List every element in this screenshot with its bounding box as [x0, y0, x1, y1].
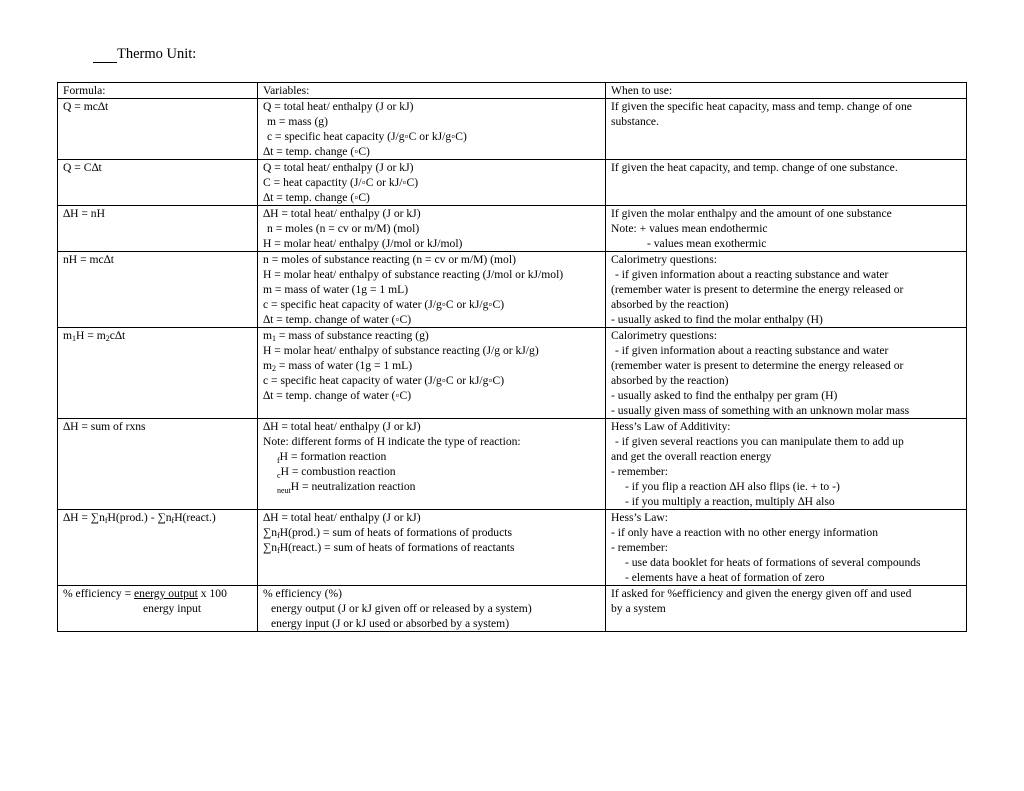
formula-cell: Q = mc∆t — [58, 99, 258, 160]
table-row — [58, 510, 967, 586]
formula-cell: Q = C∆t — [58, 160, 258, 206]
when-cell: Calorimetry questions: - if given information about a reacting substance and water (remember water is present to determine the energy released or absorbed by the reaction) - usually asked to find the enthalpy per gram (H) - usually given mass of something with an unknown molar mass — [606, 328, 967, 419]
variables-cell: ∆H = total heat/ enthalpy (J or kJ) Note: different forms of H indicate the type of reaction: $_f$H = formation reaction $_c$H = combustion reaction $_{neut}$H = neutralization reaction — [258, 419, 606, 510]
when-cell: Hess’s Law of Additivity: - if given several reactions you can manipulate them to add up and get the overall reaction energy - remember: - if you flip a reaction ∆H also flips (ie. + to -) - if you multiply a reaction, multiply ∆H also — [606, 419, 967, 510]
table-row — [58, 160, 967, 206]
title-underline — [93, 62, 117, 63]
table-row — [58, 252, 967, 328]
when-cell: Hess’s Law: - if only have a reaction with no other energy information - remember: - use data booklet for heats of formations of several compounds - elements have a heat of formation of zero — [606, 510, 967, 586]
when-cell: If asked for %efficiency and given the energy given off and used by a system — [606, 586, 967, 632]
variables-cell: $m_1$ = mass of substance reacting (g) H = molar heat/ enthalpy of substance reacting (J/g or kJ/g) $m_2$ = mass of water (1g = 1 mL) c = specific heat capacity of water (J/g◦C or kJ/g◦C) ∆t = temp. change of water (◦C) — [258, 328, 606, 419]
thermo-formula-table — [57, 82, 967, 632]
variables-cell: Q = total heat/ enthalpy (J or kJ) C = heat capactity (J/◦C or kJ/◦C) ∆t = temp. change (◦C) — [258, 160, 606, 206]
table-row — [58, 419, 967, 510]
variables-cell: n = moles of substance reacting (n = cv or m/M) (mol) H = molar heat/ enthalpy of substance reacting (J/mol or kJ/mol) m = mass of water (1g = 1 mL) c = specific heat capacity of water (J/g◦C or kJ/g◦C) ∆t = temp. change of water (◦C) — [258, 252, 606, 328]
variables-cell: Q = total heat/ enthalpy (J or kJ) m = mass (g) c = specific heat capacity (J/g◦C or kJ/g◦C) ∆t = temp. change (◦C) — [258, 99, 606, 160]
when-cell: Calorimetry questions: - if given information about a reacting substance and water (remember water is present to determine the energy released or absorbed by the reaction) - usually asked to find the molar enthalpy (H) — [606, 252, 967, 328]
table-header-row — [58, 83, 967, 99]
when-cell: If given the heat capacity, and temp. change of one substance. — [606, 160, 967, 206]
table-row — [58, 99, 967, 160]
header-formula: Formula: — [58, 83, 258, 99]
formula-cell: $\Delta H = \sum n_fH(prod.)$ - $\sum n_fH(react.)$ — [58, 510, 258, 586]
header-variables: Variables: — [258, 83, 606, 99]
variables-cell: ∆H = total heat/ enthalpy (J or kJ) n = moles (n = cv or m/M) (mol) H = molar heat/ enthalpy (J/mol or kJ/mol) — [258, 206, 606, 252]
formula-cell: $m_1H = m_2c\Delta t$ — [58, 328, 258, 419]
formula-cell: nH = mc∆t — [58, 252, 258, 328]
header-when: When to use: — [606, 83, 967, 99]
variables-cell: % efficiency (%) energy output (J or kJ given off or released by a system) energy input (J or kJ used or absorbed by a system) — [258, 586, 606, 632]
formula-cell: ∆H = nH — [58, 206, 258, 252]
variables-cell: ∆H = total heat/ enthalpy (J or kJ) $\sum n_fH(prod.)$ = sum of heats of formations of products $\sum n_fH(react.)$ = sum of heats of formations of reactants — [258, 510, 606, 586]
when-cell: If given the molar enthalpy and the amount of one substance Note: + values mean endothermic - values mean exothermic — [606, 206, 967, 252]
when-cell: If given the specific heat capacity, mass and temp. change of one substance. — [606, 99, 967, 160]
page-title: Thermo Unit: — [117, 46, 197, 62]
table-row — [58, 586, 967, 632]
formula-cell: % efficiency = energy output x 100 energy input — [58, 586, 258, 632]
table-row — [58, 328, 967, 419]
formula-cell: ∆H = sum of rxns — [58, 419, 258, 510]
table-row — [58, 206, 967, 252]
